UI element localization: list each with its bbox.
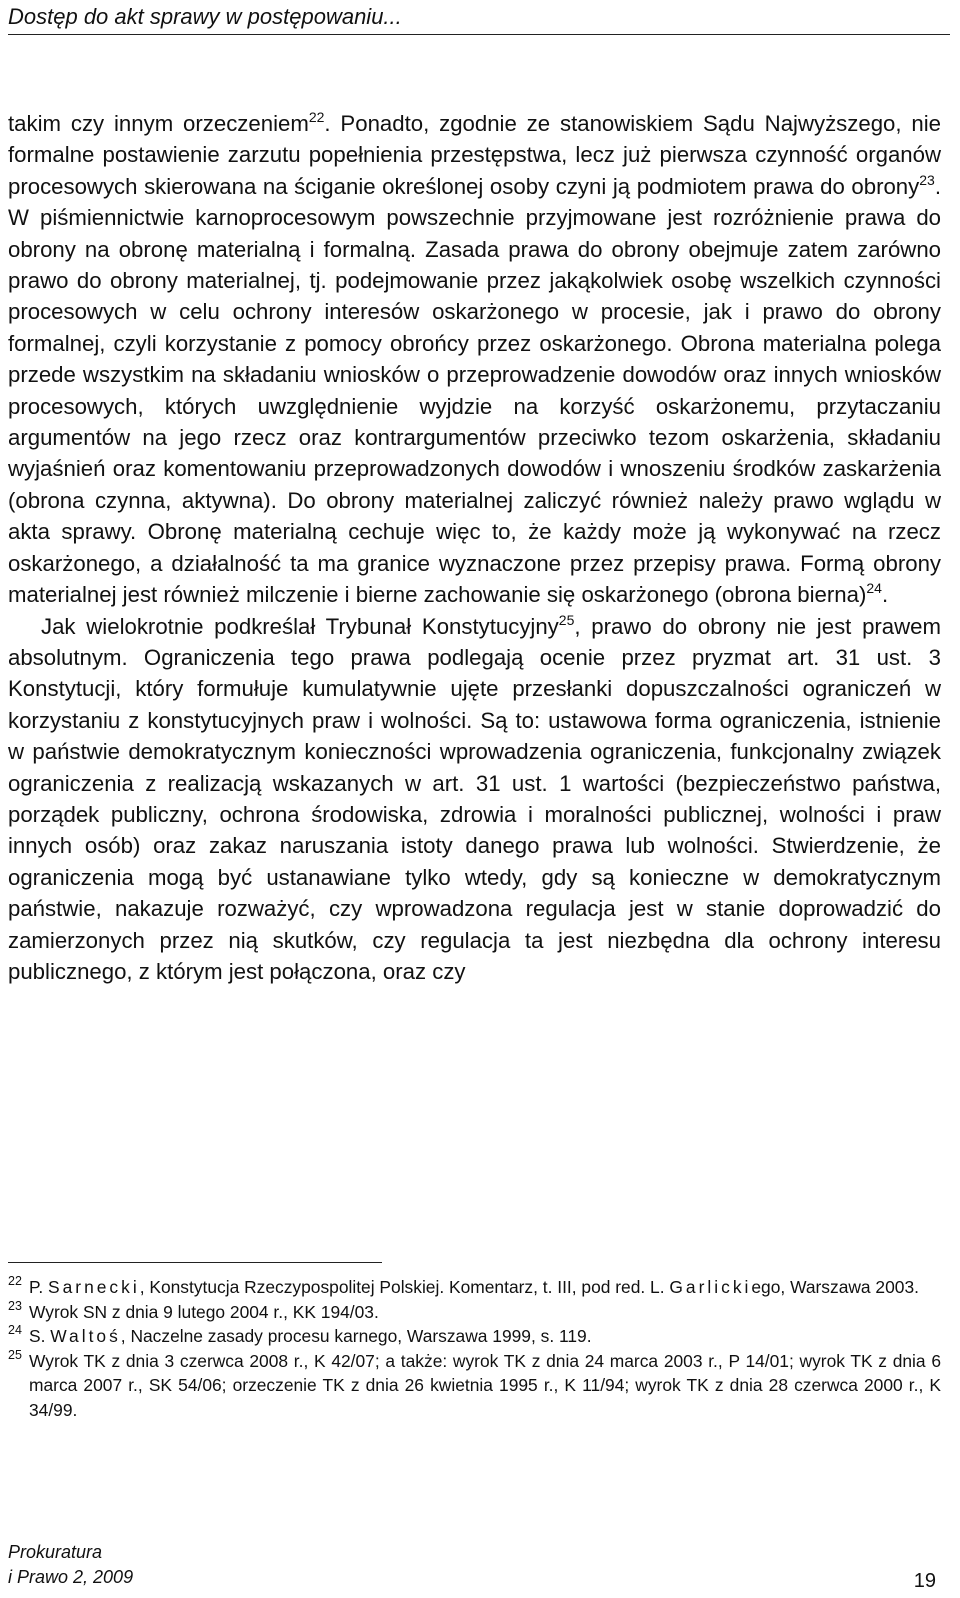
footnote — [8, 1349, 941, 1423]
paragraph-text: , prawo do obrony nie jest prawem absolutnym. Ograniczenia tego prawa podlegają ocenie przez pryzmat art. 31 ust. 3 Konstytucji, który formułuje kumulatywnie ujęte przesłanki dopuszczalności ograniczeń w korzystaniu z konstytucyjnych praw i wolności. Są to: ustawowa forma ograniczenia, istnienie w państwie demokratycznym konieczności wprowadzenia ograniczenia, funkcjonalny związek ograniczenia z realizacją wskazanych w art. 31 ust. 1 wartości (bezpieczeństwo państwa, porządek publiczny, ochrona środowiska, zdrowia i moralności publicznej, wolności i praw innych osób) oraz zakaz naruszania istoty danego prawa lub wolności. Stwierdzenie, że ograniczenia mogą być ustanawiane tylko wtedy, gdy są konieczne w demokratycznym państwie, nakazuje rozważyć, czy wprowadzona regulacja jest w stanie doprowadzić do zamierzonych przez nią skutków, czy regulacja ta jest niezbędna dla ochrony interesu publicznego, z którym jest połączona, oraz czy — [8, 613, 941, 984]
footnote-text: ego, Warszawa 2003. — [751, 1277, 919, 1297]
header-divider — [8, 34, 950, 35]
page-number: 19 — [913, 1570, 936, 1592]
footnote-ref: 23 — [919, 171, 935, 188]
journal-issue: i Prawo 2, 2009 — [8, 1567, 134, 1587]
journal-name: Prokuratura — [8, 1542, 103, 1562]
footnote-text: P. — [29, 1277, 49, 1297]
paragraph-text: takim czy innym orzeczeniem — [8, 111, 309, 136]
footnote-ref: 25 — [558, 611, 575, 628]
footnote-text: Wyrok SN z dnia 9 lutego 2004 r., KK 194/03. — [29, 1301, 379, 1322]
footnote-ref: 22 — [308, 109, 325, 125]
running-header-title: Dostęp do akt sprawy w postępowaniu... — [8, 4, 402, 29]
footnote-author: Sarnecki — [48, 1277, 140, 1297]
footnote-text: , Konstytucja Rzeczypospolitej Polskiej. Komentarz, t. III, pod red. L. — [139, 1277, 670, 1297]
footnote-text: , Naczelne zasady procesu karnego, Warszawa 1999, s. 119. — [120, 1326, 592, 1346]
footnote — [8, 1300, 941, 1325]
paragraph-text: . W piśmiennictwie karnoprocesowym powszechnie przyjmowane jest rozróżnienie prawa do obrony na obronę materialną i formalną. Zasada prawa do obrony obejmuje zatem zarówno prawo do obrony materialnej, tj. podejmowanie przez jakąkolwiek osobę wszelkich czynności procesowych w celu ochrony interesów oskarżonego w procesie, jak i prawo do obrony formalnej, czyli korzystanie z pomocy obrońcy przez oskarżonego. Obrona materialna polega przede wszystkim na składaniu wniosków o przeprowadzenie dowodów oraz innych wniosków procesowych, których uwzględnienie wyjdzie na korzyść oskarżonemu, przytaczaniu argumentów na jego rzecz oraz kontrargumentów przeciwko tezom oskarżenia, składaniu wyjaśnień oraz komentowaniu przeprowadzonych dowodów i wnoszeniu środków zaskarżenia (obrona czynna, aktywna). Do obrony materialnej zaliczyć również należy prawo wglądu w akta sprawy. Obronę materialną cechuje więc to, że każdy może ją wykonywać na rzecz oskarżonego, a działalność ta ma granice wyznaczone przez przepisy prawa. Formą obrony materialnej jest również milczenie i bierne zachowanie się oskarżonego (obrona bierna) — [8, 173, 941, 608]
paragraph-text: Jak wielokrotnie podkreślał Trybunał Konstytucyjny — [41, 613, 559, 639]
paragraph — [8, 611, 941, 988]
paragraph — [8, 108, 941, 611]
footnote — [8, 1324, 941, 1349]
footnote-author: Waltoś — [50, 1326, 121, 1346]
paragraph-text: . Ponadto, zgodnie ze stanowiskiem Sądu Najwyższego, nie formalne postawienie zarzutu popełnienia przestępstwa, lecz już pierwsza czynność organów procesowych skierowana na ściganie określonej osoby czyni ją podmiotem prawa do obrony — [8, 111, 942, 199]
footnote-number: 23 — [8, 1298, 22, 1313]
footnote-text: S. — [29, 1326, 51, 1346]
footnote-author: Garlicki — [669, 1277, 752, 1297]
footnotes — [8, 1275, 941, 1422]
footnote-text: Wyrok TK z dnia 3 czerwca 2008 r., K 42/07; a także: wyrok TK z dnia 24 marca 2003 r., P 14/01; wyrok TK z dnia 6 marca 2007 r., SK 54/06; orzeczenie TK z dnia 26 kwietnia 1995 r., K 11/94; wyrok TK z dnia 28 czerwca 2000 r., K 34/99. — [29, 1350, 941, 1420]
footnote-divider — [8, 1262, 382, 1263]
footnote-number: 25 — [8, 1347, 22, 1362]
journal-footer — [8, 1540, 133, 1590]
paragraph-text: . — [881, 582, 889, 608]
footnote-number: 22 — [8, 1274, 22, 1288]
footnote-ref: 24 — [866, 580, 882, 597]
main-text — [8, 108, 941, 987]
running-header — [8, 2, 948, 35]
footnote-number: 24 — [8, 1323, 22, 1337]
footnote — [8, 1275, 941, 1300]
